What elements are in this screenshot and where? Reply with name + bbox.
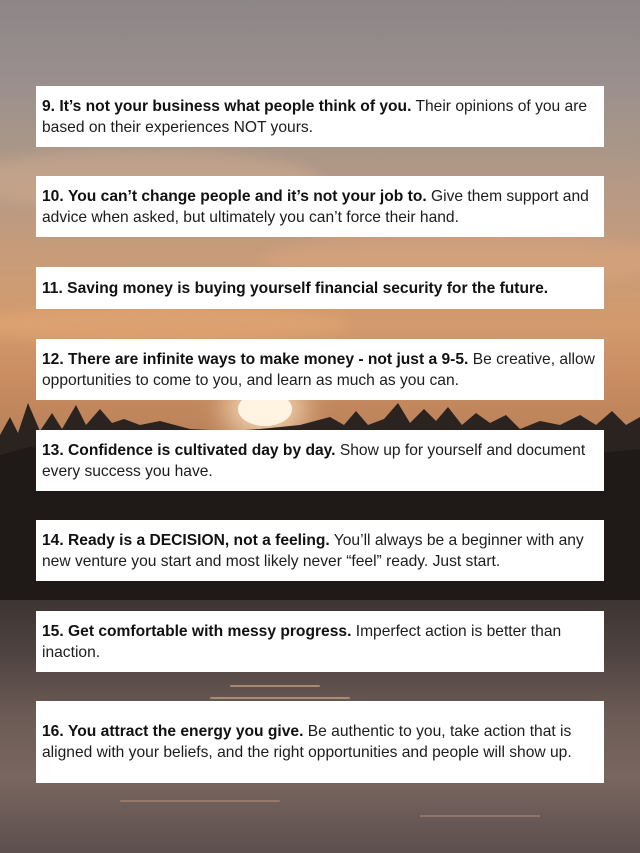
tip-body: Show up for yourself and document every success you have.: [42, 441, 586, 480]
tip-number: 13.: [42, 441, 64, 459]
tip-text: [42, 621, 598, 663]
tip-number: 15.: [42, 622, 64, 640]
tip-heading: There are infinite ways to make money - not just a 9-5.: [68, 350, 469, 368]
tip-heading: Saving money is buying yourself financial security for the future.: [67, 279, 549, 297]
tip-card-12: [36, 339, 604, 400]
water-glint: [210, 697, 350, 699]
tip-number: 14.: [42, 531, 64, 549]
tip-text: [42, 96, 598, 138]
tip-text: [42, 278, 548, 299]
tip-number: 9.: [42, 97, 56, 115]
tip-number: 12.: [42, 350, 64, 368]
tip-heading: It’s not your business what people think of you.: [59, 97, 412, 115]
tip-card-14: [36, 520, 604, 581]
tip-text: [42, 530, 598, 572]
tip-heading: Ready is a DECISION, not a feeling.: [68, 531, 330, 549]
tip-card-10: [36, 176, 604, 237]
tip-heading: You can’t change people and it’s not your job to.: [68, 187, 427, 205]
tip-text: [42, 721, 598, 763]
tip-body: Their opinions of you are based on their experiences NOT yours.: [42, 97, 588, 136]
tip-number: 11.: [42, 279, 63, 297]
tip-card-13: [36, 430, 604, 491]
tip-body: Be authentic to you, take action that is aligned with your beliefs, and the right opportunities and people will show up.: [42, 723, 572, 761]
water-glint: [120, 800, 280, 802]
tip-number: 16.: [42, 723, 64, 740]
tip-card-15: [36, 611, 604, 672]
tip-text: [42, 440, 598, 482]
tip-heading: You attract the energy you give.: [68, 723, 304, 740]
tip-card-16: [36, 701, 604, 783]
tip-body: Give them support and advice when asked, but ultimately you can’t force their hand.: [42, 187, 589, 226]
water-glint: [230, 685, 320, 687]
tip-card-9: [36, 86, 604, 147]
tip-heading: Get comfortable with messy progress.: [68, 622, 352, 640]
tip-text: [42, 186, 598, 228]
water-glint: [420, 815, 540, 817]
tip-body: You’ll always be a beginner with any new venture you start and most likely never “feel” ready. Just start.: [42, 531, 584, 570]
tip-heading: Confidence is cultivated day by day.: [68, 441, 336, 459]
tip-text: [42, 349, 598, 391]
tip-body: Be creative, allow opportunities to come to you, and learn as much as you can.: [42, 350, 595, 389]
tip-body: Imperfect action is better than inaction.: [42, 622, 562, 661]
tip-card-11: [36, 267, 604, 309]
tip-number: 10.: [42, 187, 64, 205]
